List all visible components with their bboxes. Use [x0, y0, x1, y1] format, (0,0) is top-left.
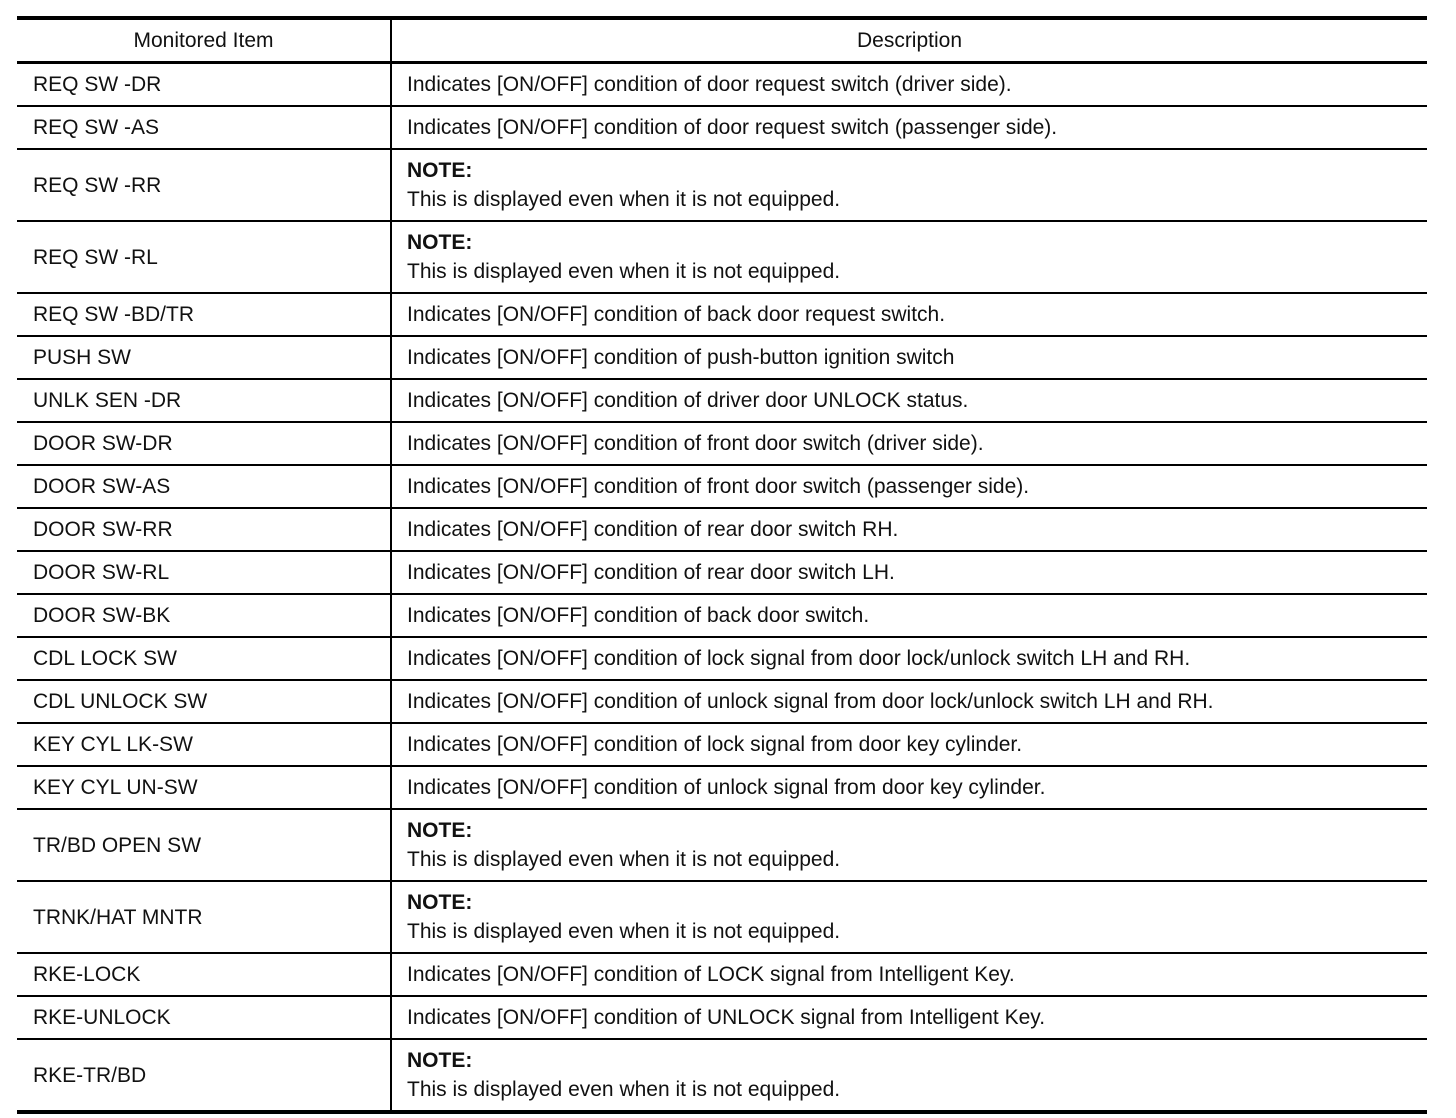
- monitored-item-cell: DOOR SW-DR: [17, 422, 391, 465]
- monitored-item-cell: TR/BD OPEN SW: [17, 809, 391, 881]
- monitored-item-cell: RKE-TR/BD: [17, 1039, 391, 1112]
- monitored-item-cell: PUSH SW: [17, 336, 391, 379]
- monitored-item-cell: REQ SW -RL: [17, 221, 391, 293]
- description-cell: [391, 881, 1427, 953]
- description-cell: Indicates [ON/OFF] condition of UNLOCK signal from Intelligent Key.: [391, 996, 1427, 1039]
- description-cell: [391, 149, 1427, 221]
- table-row: [17, 953, 1427, 996]
- monitored-item-cell: RKE-LOCK: [17, 953, 391, 996]
- table-row: [17, 1039, 1427, 1112]
- monitored-item-cell: REQ SW -BD/TR: [17, 293, 391, 336]
- monitored-item-cell: DOOR SW-RL: [17, 551, 391, 594]
- monitored-item-cell: CDL UNLOCK SW: [17, 680, 391, 723]
- table-row: [17, 465, 1427, 508]
- table-row: [17, 336, 1427, 379]
- description-cell: Indicates [ON/OFF] condition of lock signal from door key cylinder.: [391, 723, 1427, 766]
- description-cell: Indicates [ON/OFF] condition of rear door switch LH.: [391, 551, 1427, 594]
- description-cell: Indicates [ON/OFF] condition of front door switch (passenger side).: [391, 465, 1427, 508]
- note-text: This is displayed even when it is not equipped.: [407, 260, 841, 283]
- table-header-row: [17, 18, 1427, 63]
- description-cell: Indicates [ON/OFF] condition of driver door UNLOCK status.: [391, 379, 1427, 422]
- table-row: [17, 680, 1427, 723]
- description-cell: [391, 221, 1427, 293]
- header-monitored-item: Monitored Item: [17, 18, 391, 63]
- description-cell: Indicates [ON/OFF] condition of rear door switch RH.: [391, 508, 1427, 551]
- monitored-item-cell: REQ SW -AS: [17, 106, 391, 149]
- table-row: [17, 594, 1427, 637]
- description-cell: Indicates [ON/OFF] condition of lock signal from door lock/unlock switch LH and RH.: [391, 637, 1427, 680]
- table-row: [17, 637, 1427, 680]
- description-cell: Indicates [ON/OFF] condition of front door switch (driver side).: [391, 422, 1427, 465]
- description-cell: Indicates [ON/OFF] condition of back door switch.: [391, 594, 1427, 637]
- note-title: NOTE:: [407, 891, 473, 914]
- monitored-item-cell: REQ SW -RR: [17, 149, 391, 221]
- monitored-item-cell: RKE-UNLOCK: [17, 996, 391, 1039]
- table-row: [17, 996, 1427, 1039]
- monitored-item-cell: KEY CYL UN-SW: [17, 766, 391, 809]
- table-row: [17, 63, 1427, 107]
- description-cell: Indicates [ON/OFF] condition of door request switch (passenger side).: [391, 106, 1427, 149]
- table-row: [17, 551, 1427, 594]
- table-row: [17, 422, 1427, 465]
- table-row: [17, 766, 1427, 809]
- description-cell: Indicates [ON/OFF] condition of push-button ignition switch: [391, 336, 1427, 379]
- table-row: [17, 508, 1427, 551]
- note-title: NOTE:: [407, 231, 473, 254]
- monitor-table: [17, 16, 1427, 1114]
- table-row: [17, 881, 1427, 953]
- table-row: [17, 809, 1427, 881]
- description-cell: Indicates [ON/OFF] condition of unlock signal from door lock/unlock switch LH and RH.: [391, 680, 1427, 723]
- table-row: [17, 106, 1427, 149]
- note-title: NOTE:: [407, 159, 473, 182]
- monitored-item-cell: UNLK SEN -DR: [17, 379, 391, 422]
- note-text: This is displayed even when it is not equipped.: [407, 1078, 841, 1101]
- description-cell: Indicates [ON/OFF] condition of door request switch (driver side).: [391, 63, 1427, 107]
- monitored-item-cell: DOOR SW-BK: [17, 594, 391, 637]
- note-title: NOTE:: [407, 1049, 473, 1072]
- description-cell: Indicates [ON/OFF] condition of LOCK signal from Intelligent Key.: [391, 953, 1427, 996]
- description-cell: Indicates [ON/OFF] condition of unlock signal from door key cylinder.: [391, 766, 1427, 809]
- monitor-table-container: [17, 16, 1427, 1114]
- table-row: [17, 723, 1427, 766]
- note-text: This is displayed even when it is not equipped.: [407, 920, 841, 943]
- description-cell: [391, 1039, 1427, 1112]
- monitored-item-cell: DOOR SW-RR: [17, 508, 391, 551]
- monitored-item-cell: KEY CYL LK-SW: [17, 723, 391, 766]
- note-text: This is displayed even when it is not equipped.: [407, 848, 841, 871]
- monitored-item-cell: DOOR SW-AS: [17, 465, 391, 508]
- table-body: [17, 63, 1427, 1113]
- monitored-item-cell: CDL LOCK SW: [17, 637, 391, 680]
- description-cell: Indicates [ON/OFF] condition of back door request switch.: [391, 293, 1427, 336]
- monitored-item-cell: REQ SW -DR: [17, 63, 391, 107]
- table-row: [17, 149, 1427, 221]
- monitored-item-cell: TRNK/HAT MNTR: [17, 881, 391, 953]
- table-row: [17, 293, 1427, 336]
- note-title: NOTE:: [407, 819, 473, 842]
- note-text: This is displayed even when it is not equipped.: [407, 188, 841, 211]
- table-row: [17, 221, 1427, 293]
- header-description: Description: [391, 18, 1427, 63]
- table-row: [17, 379, 1427, 422]
- description-cell: [391, 809, 1427, 881]
